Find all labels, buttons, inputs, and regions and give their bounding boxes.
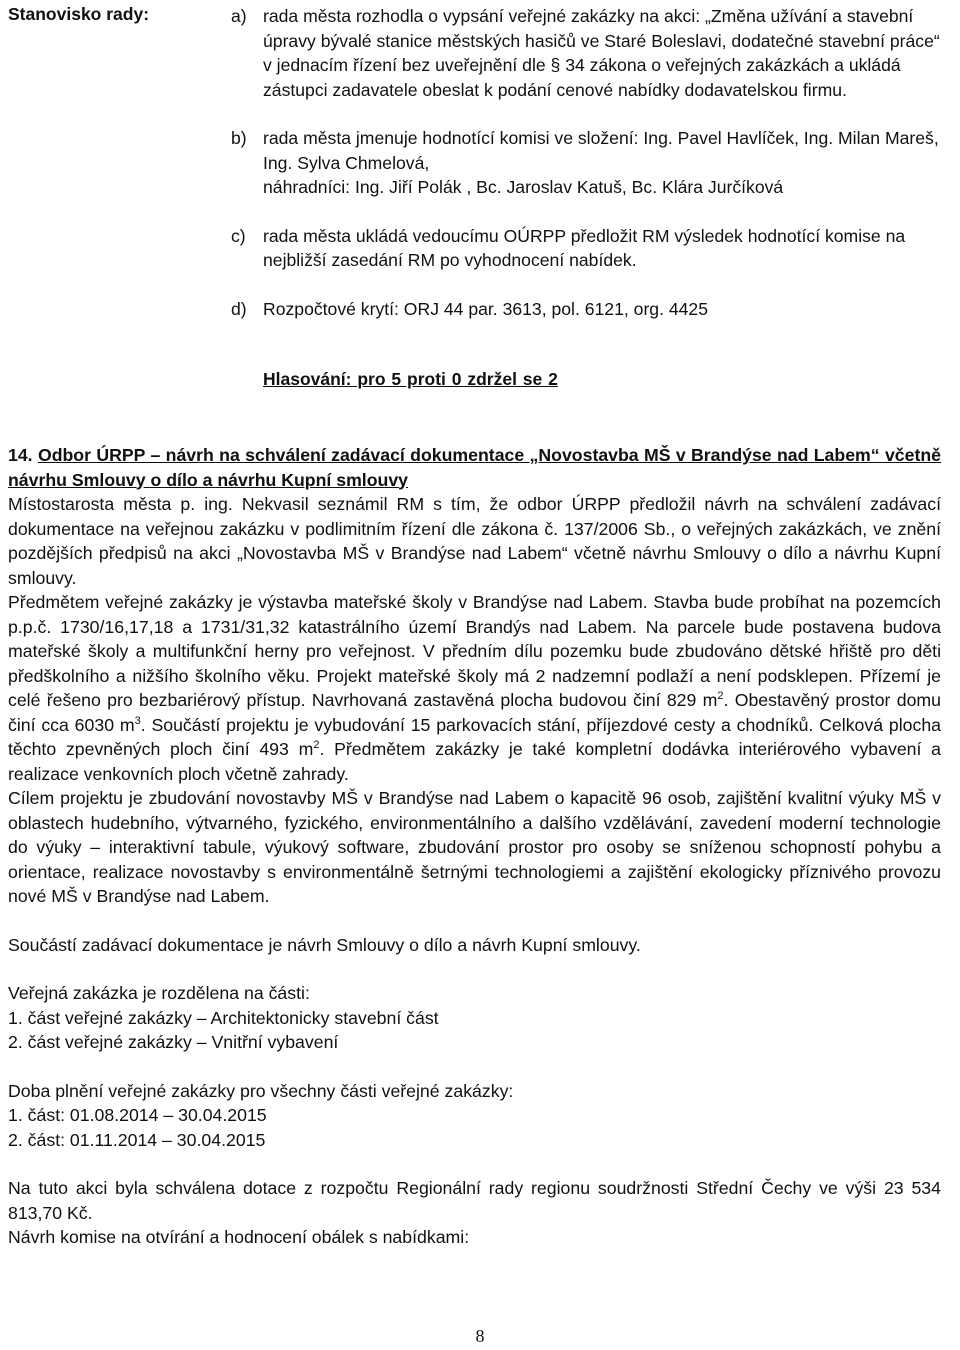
superscript: 3 xyxy=(134,714,141,727)
vote-result: Hlasování: pro 5 proti 0 zdržel se 2 xyxy=(263,369,558,389)
opinion-label: Stanovisko rady: xyxy=(8,4,150,24)
subject-text-4: . Předmětem zakázky je také kompletní dodávka interiérového vybavení a realizace venkovních ploch včetně zahrady. xyxy=(8,739,941,784)
parts-heading: Veřejná zakázka je rozdělena na části: xyxy=(8,983,310,1003)
date-item: 1. část: 01.08.2014 – 30.04.2015 xyxy=(8,1105,267,1125)
item-letter: c) xyxy=(231,225,246,246)
dates-heading: Doba plnění veřejné zakázky pro všechny části veřejné zakázky: xyxy=(8,1080,514,1101)
contract-paragraph: Součástí zadávací dokumentace je návrh Smlouvy o dílo a návrh Kupní smlouvy. xyxy=(8,934,641,955)
part-item: 1. část veřejné zakázky – Architektonicky stavební část xyxy=(8,1007,439,1028)
commission-paragraph: Návrh komise na otvírání a hodnocení obálek s nabídkami: xyxy=(8,1227,470,1247)
item-text-block xyxy=(263,126,943,200)
superscript: 2 xyxy=(313,739,320,752)
resolution-item-b xyxy=(231,126,943,200)
item-text: rada města rozhodla o vypsání veřejné zakázky na akci: „Změna užívání a stavební úpravy bývalé stanice městských hasičů ve Staré Boleslavi, dodatečné stavební práce“ v jednacím řízení bez uveřejnění dle § 34 zákona o veřejných zakázkách a ukládá zástupci zadavatele obeslat k podání cenové nabídky dodavatelskou firmu. xyxy=(263,6,940,100)
superscript: 2 xyxy=(717,690,724,703)
presenter-paragraph: Místostarosta města p. ing. Nekvasil seznámil RM s tím, že odbor ÚRPP předložil návrh na schválení zadávací dokumentace na veřejnou zakázku v podlimitním řízení dle zákona č. 137/2006 Sb., o veřejných zakázkách, ve znění pozdějších předpisů na akci „Novostavba MŠ v Brandýse nad Labem“ včetně návrhu Smlouvy o dílo a návrhu Kupní smlouvy. xyxy=(8,494,941,588)
resolution-item-d xyxy=(231,297,943,322)
section-14 xyxy=(8,443,941,1250)
page-number: 8 xyxy=(475,1326,485,1346)
date-item: 2. část: 01.11.2014 – 30.04.2015 xyxy=(8,1129,266,1150)
item-text: Rozpočtové krytí: ORJ 44 par. 3613, pol. 6121, org. 4425 xyxy=(263,298,708,319)
section-title-text: Odbor ÚRPP – návrh na schválení zadávací dokumentace „Novostavba MŠ v Brandýse nad Labem“ včetně návrhu Smlouvy o dílo a návrhu Kupní smlouvy xyxy=(8,445,941,490)
subject-text-1: Předmětem veřejné zakázky je výstavba mateřské školy v Brandýse nad Labem. Stavba bude probíhat na pozemcích p.p.č. 1730/16,17,18 a 1731/31,32 katastrálního území Brandýs nad Labem. Na parcele bude postavena budova mateřské školy a multifunkční herny pro veřejnost. V předním dílu pozemku bude zbudováno dětské hřiště pro děti předškolního a nižšího školního věku. Projekt mateřské školy má 2 nadzemní podlaží a není podsklepen. Přízemí je celé řešeno pro bezbariérový přístup. Navrhovaná zastavěná plocha budovou činí 829 m xyxy=(8,592,941,710)
item-letter: a) xyxy=(231,6,247,26)
item-text-substitutes: náhradníci: Ing. Jiří Polák , Bc. Jaroslav Katuš, Bc. Klára Jurčíková xyxy=(263,177,784,197)
item-text: rada města jmenuje hodnotící komisi ve složení: Ing. Pavel Havlíček, Ing. Milan Mareš, Ing. Sylva Chmelová, xyxy=(263,128,939,173)
section-number: 14. xyxy=(8,445,33,465)
part-item: 2. část veřejné zakázky – Vnitřní vybavení xyxy=(8,1032,339,1052)
subject-paragraph xyxy=(8,590,941,786)
item-text: rada města ukládá vedoucímu OÚRPP předložit RM výsledek hodnotící komise na nejbližší zasedání RM po vyhodnocení nabídek. xyxy=(263,225,906,270)
subject-text-3: . Součástí projektu je vybudování 15 parkovacích stání, příjezdové cesty a chodníků. Celková plocha těchto zpevněných ploch činí 493 m xyxy=(8,714,942,759)
section-title xyxy=(8,443,941,492)
resolution-item-a xyxy=(231,4,943,102)
subject-text-2: . Obestavěný prostor domu činí cca 6030 m xyxy=(8,690,941,735)
resolution-list xyxy=(231,4,943,345)
resolution-item-c xyxy=(231,224,943,273)
item-letter: b) xyxy=(231,128,247,148)
subsidy-paragraph: Na tuto akci byla schválena dotace z rozpočtu Regionální rady regionu soudržnosti Střední Čechy ve výši 23 534 813,70 Kč. xyxy=(8,1178,941,1223)
goal-paragraph: Cílem projektu je zbudování novostavby MŠ v Brandýse nad Labem o kapacitě 96 osob, zajištění kvalitní výuky MŠ v oblastech hudebního, výtvarného, fyzického, environmentálního a dalšího vzdělávání, zavedení moderní technologie do výuky – interaktivní tabule, výukový software, zbudování prostor pro osoby se sníženou schopností pohybu a orientace, realizace novostavby s environmentálně šetrnými technologiemi a zajištění ekologicky příznivého provozu nové MŠ v Brandýse nad Labem. xyxy=(8,788,941,906)
item-letter: d) xyxy=(231,298,247,319)
